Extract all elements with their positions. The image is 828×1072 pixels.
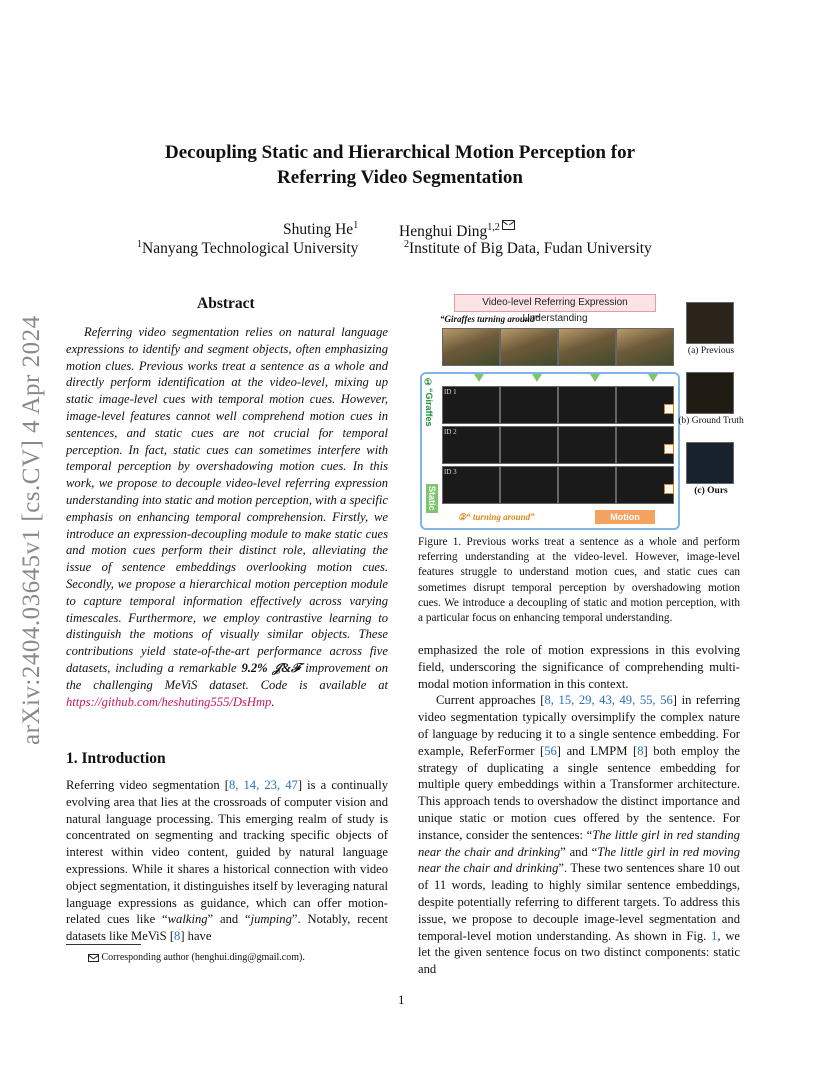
- intro-italic: walking: [167, 912, 208, 927]
- right-para-1: emphasized the role of motion expressions in this evolving field, underscoring the significance of comprehending multi-modal motion information in this context.: [418, 643, 740, 691]
- cross-badge-icon: [664, 404, 674, 414]
- side-label-static: Static: [427, 486, 437, 511]
- intro-body: [66, 777, 388, 945]
- citation-link[interactable]: 56: [544, 743, 557, 758]
- video-frame: [500, 328, 558, 366]
- abstract-heading: Abstract: [197, 295, 255, 312]
- footnote-text: Corresponding author (henghui.ding@gmail.com).: [101, 952, 305, 963]
- figure-caption: Figure 1. Previous works treat a sentence as a whole and perform referring understanding at the video-level. However, image-level features struggle to understand motion cues, and static cues can sometimes disrupt temporal perception by overshadowing motion cues. We introduce a decoupling of static and motion perception, with a particular focus on enhancing temporal understanding.: [418, 536, 740, 625]
- intro-italic: jumping: [250, 912, 292, 927]
- right-italic: The little girl in red moving near the chair and drinking: [418, 844, 740, 876]
- abstract-text: Referring video segmentation relies on natural language expressions to identify and segment objects, often emphasizing motion clues. Previous works treat a sentence as a whole and directly perform identification at the video-level, mixing up static image-level cues with temporal motion cues. However, image-level features cannot well comprehend motion cues in sentences, and static cues are not crucial for temporal perception. In fact, static cues can sometimes interfere with temporal perception by overshadowing motion cues. In this work, we propose to decouple video-level referring expression understanding into static and motion perception, with a specific emphasis on enhancing temporal comprehension. Firstly, we introduce an expression-decoupling module to make static cues and motion cues perform their distinct role, alleviating the issue of sentence embeddings overlooking motion cues. Secondly, we propose a hierarchical motion perception module to capture temporal information effectively across varying timescales. Furthermore, we employ contrastive learning to distinguish the motions of visually similar objects. These contributions yield state-of-the-art performance across five datasets, including a remarkable: [66, 325, 388, 675]
- figure-top-label: Video-level Referring Expression Understanding: [454, 294, 656, 312]
- output-previous-thumb: [686, 302, 734, 344]
- author-1: [283, 220, 358, 239]
- label-ground-truth: (b) Ground Truth: [678, 416, 744, 426]
- footnote-rule: [66, 944, 141, 945]
- intro-text: ] is a continually evolving area that lies at the crossroads of computer vision and natural language processing. This emerging realm of study is concentrated on segmenting and tracking specific objects of interest within video content, guided by natural language expressions. While it shares a historical connection with video object segmentation, it distinguishes itself by leveraging natural language expressions as guidance, which can offer motion-related cues like “: [66, 778, 389, 927]
- motion-label: Motion: [595, 510, 655, 524]
- author-1-sup: 1: [353, 219, 359, 231]
- side-label-giraffes: ①“Giraffes: [424, 378, 434, 427]
- figure-1: [420, 294, 780, 532]
- grid-frame: [558, 426, 616, 464]
- down-arrow-icon: [474, 374, 484, 382]
- footnote: [86, 951, 305, 964]
- title-line-1: Decoupling Static and Hierarchical Motion Perception for: [164, 142, 636, 163]
- code-link[interactable]: https://github.com/heshuting555/DsHmp: [66, 694, 272, 709]
- right-text: , we let the given sentence focus on two distinct components: static and: [418, 928, 740, 977]
- title-line-2: Referring Video Segmentation: [277, 167, 523, 188]
- page-number: 1: [398, 992, 405, 1007]
- intro-text: ”. Notably, recent datasets like MeViS [: [66, 912, 388, 944]
- video-frame: [442, 328, 500, 366]
- author-2-sup: 1,2: [487, 222, 500, 233]
- affiliation-1: [137, 239, 358, 258]
- right-text: ] and LMPM [: [556, 743, 638, 758]
- grid-frame: [558, 386, 616, 424]
- abstract-end: .: [271, 694, 275, 709]
- author-2: [399, 220, 515, 241]
- grid-frame: [558, 466, 616, 504]
- down-arrow-icon: [648, 374, 658, 382]
- figure-query: “Giraffes turning around”: [440, 314, 539, 324]
- bottom-motion-text: ②“ turning around”: [458, 512, 535, 522]
- figure-ref-link[interactable]: 1: [711, 928, 718, 943]
- row-label: ID 2: [444, 428, 457, 436]
- intro-heading: 1. Introduction: [66, 750, 166, 767]
- abstract-text-2: improvement on the challenging MeViS dataset. Code is available at: [66, 660, 388, 692]
- paper-title: [100, 140, 700, 190]
- right-column-body: [418, 642, 740, 978]
- grid-frame: [500, 426, 558, 464]
- row-label: ID 1: [444, 388, 457, 396]
- intro-text: Referring video segmentation [: [66, 778, 229, 792]
- right-text: ” and “: [560, 844, 598, 859]
- affiliation-2-sup: 2: [404, 238, 409, 250]
- output-gt-thumb: [686, 372, 734, 414]
- row-label: ID 3: [444, 468, 457, 476]
- author-2-name: Henghui Ding: [399, 223, 488, 241]
- envelope-icon: [88, 954, 99, 962]
- affiliation-1-sup: 1: [137, 238, 142, 250]
- right-text: ”. These two sentences share 10 out of 11 words, leading to highly similar sentence embeddings, despite potentially referring to different targets. To address this issue, we propose to decouple image-level segmentation and temporal-level motion understanding. As shown in Fig.: [418, 861, 741, 943]
- affiliation-2: [404, 239, 652, 258]
- right-italic: The little girl in red standing near the chair and drinking: [418, 827, 740, 859]
- check-badge-icon: [664, 444, 674, 454]
- arxiv-identifier: arXiv:2404.03645v1 [cs.CV] 4 Apr 2024: [18, 315, 45, 745]
- right-text: ] both employ the strategy of duplicating a single sentence embedding for multiple query embeddings within a Transformer architecture. This approach tends to overshadow the distinct importance and unique static or motion cues offered by the sentence. For instance, consider the sentences: “: [418, 743, 740, 842]
- down-arrow-icon: [590, 374, 600, 382]
- author-1-name: Shuting He: [283, 221, 354, 238]
- right-text: Current approaches [: [436, 693, 545, 708]
- affiliation-1-text: Nanyang Technological University: [142, 240, 359, 257]
- label-previous: (a) Previous: [687, 346, 735, 356]
- citation-link[interactable]: 8: [637, 743, 644, 758]
- intro-text: ] have: [180, 929, 212, 944]
- output-ours-thumb: [686, 442, 734, 484]
- citation-link[interactable]: 8, 14, 23, 47: [228, 778, 298, 792]
- affiliation-2-text: Institute of Big Data, Fudan University: [409, 240, 652, 257]
- intro-text: ” and “: [207, 912, 251, 927]
- grid-frame: [500, 466, 558, 504]
- right-text: ] in referring video segmentation typically oversimplify the complex nature of language by reducing it to a single sentence embedding. For example, ReferFormer [: [418, 693, 740, 758]
- citation-link[interactable]: 8, 15, 29, 43, 49, 55, 56: [544, 693, 673, 708]
- down-arrow-icon: [532, 374, 542, 382]
- grid-frame: [500, 386, 558, 424]
- label-ours: (c) Ours: [694, 486, 728, 496]
- envelope-icon: [502, 220, 515, 230]
- abstract-highlight: 9.2% 𝒥&ℱ: [241, 660, 301, 675]
- citation-link[interactable]: 8: [174, 929, 181, 944]
- video-frame: [558, 328, 616, 366]
- abstract-body: [66, 324, 388, 710]
